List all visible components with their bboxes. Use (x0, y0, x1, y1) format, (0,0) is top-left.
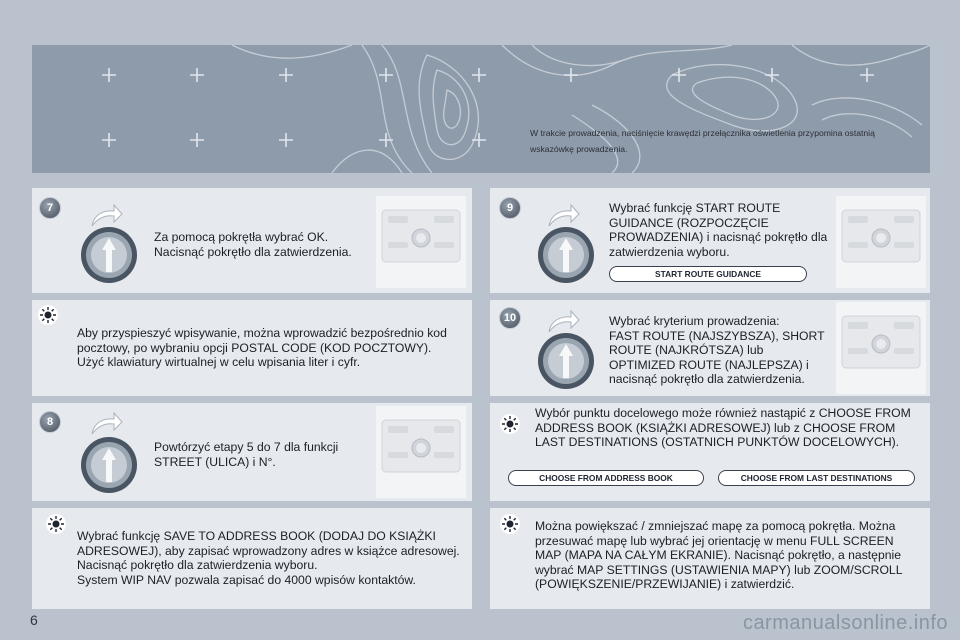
step-9-text: Wybrać funkcję START ROUTE GUIDANCE (ROZPOCZĘCIE PROWADZENIA) i nacisnąć pokrętło dla zatwierdzenia wyboru. (609, 201, 828, 259)
step-number-badge: 9 (499, 197, 521, 219)
step-10-text: Wybrać kryterium prowadzenia: FAST ROUTE (NAJSZYBSZA), SHORT ROUTE (NAJKRÓTSZA) lub OPTIMIZED ROUTE (NAJLEPSZA) i nacisnąć pokrętło dla zatwierdzenia. (609, 314, 825, 386)
choose-from-last-destinations-button[interactable]: CHOOSE FROM LAST DESTINATIONS (718, 470, 915, 486)
tip-zoom-text: Można powiększać / zmniejszać mapę za pomocą pokrętła. Można przesuwać mapę lub wybrać jej orientację w menu FULL SCREEN MAP (MAPA NA CAŁYM EKRANIE). Nacisnąć pokrętło, a następnie wybrać MAP SETTINGS (USTAWIENIA MAPY) lub ZOOM/SCROLL (POWIĘKSZENIE/PRZEWIJANIE) i zatwierdzić. (535, 519, 903, 591)
sun-tip-icon (46, 514, 66, 534)
tip-choose-text: Wybór punktu docelowego może również nastąpić z CHOOSE FROM ADDRESS BOOK (KSIĄŻKI ADRESOWEJ) lub z CHOOSE FROM LAST DESTINATIONS (OSTATNICH PUNKTÓW DOCELOWYCH). (535, 406, 911, 449)
sun-tip-icon (500, 514, 520, 534)
step-number-badge: 7 (39, 197, 61, 219)
rotate-arrow-icon (88, 410, 124, 438)
step-8-text: Powtórzyć etapy 5 do 7 dla funkcji STREET (ULICA) i N°. (154, 440, 339, 469)
dial-knob-icon (80, 436, 138, 494)
step-number-badge: 8 (39, 411, 61, 433)
page-number: 6 (30, 612, 38, 628)
tip-save-text: Wybrać funkcję SAVE TO ADDRESS BOOK (DODAJ DO KSIĄŻKI ADRESOWEJ), aby zapisać wprowadzony adres w książce adresowej. Nacisnąć pokrętło dla zatwierdzenia wyboru. System WIP NAV pozwala zapisać do 4000 wpisów kontaktów. (77, 529, 460, 587)
banner-note: W trakcie prowadzenia, naciśnięcie krawędzi przełącznika oświetlenia przypomina ostatnią wskazówkę prowadzenia. (530, 128, 875, 154)
dial-knob-icon (80, 226, 138, 284)
sun-tip-icon (500, 414, 520, 434)
tip-postal-text: Aby przyspieszyć wpisywanie, można wprowadzić bezpośrednio kod pocztowy, po wybraniu opcji POSTAL CODE (KOD POCZTOWY). Użyć klawiatury wirtualnej w celu wpisania liter i cyfr. (77, 326, 447, 369)
radio-unit-image (836, 196, 926, 288)
start-route-guidance-button[interactable]: START ROUTE GUIDANCE (609, 266, 807, 282)
radio-unit-image (376, 196, 466, 288)
choose-from-address-book-button[interactable]: CHOOSE FROM ADDRESS BOOK (508, 470, 704, 486)
dial-knob-icon (537, 332, 595, 390)
step-7-text: Za pomocą pokrętła wybrać OK. Nacisnąć pokrętło dla zatwierdzenia. (154, 230, 352, 259)
radio-unit-image (836, 302, 926, 394)
watermark: carmanualsonline.info (742, 612, 948, 634)
sun-tip-icon (38, 305, 58, 325)
step-number-badge: 10 (499, 307, 521, 329)
radio-unit-image (376, 406, 466, 498)
dial-knob-icon (537, 226, 595, 284)
